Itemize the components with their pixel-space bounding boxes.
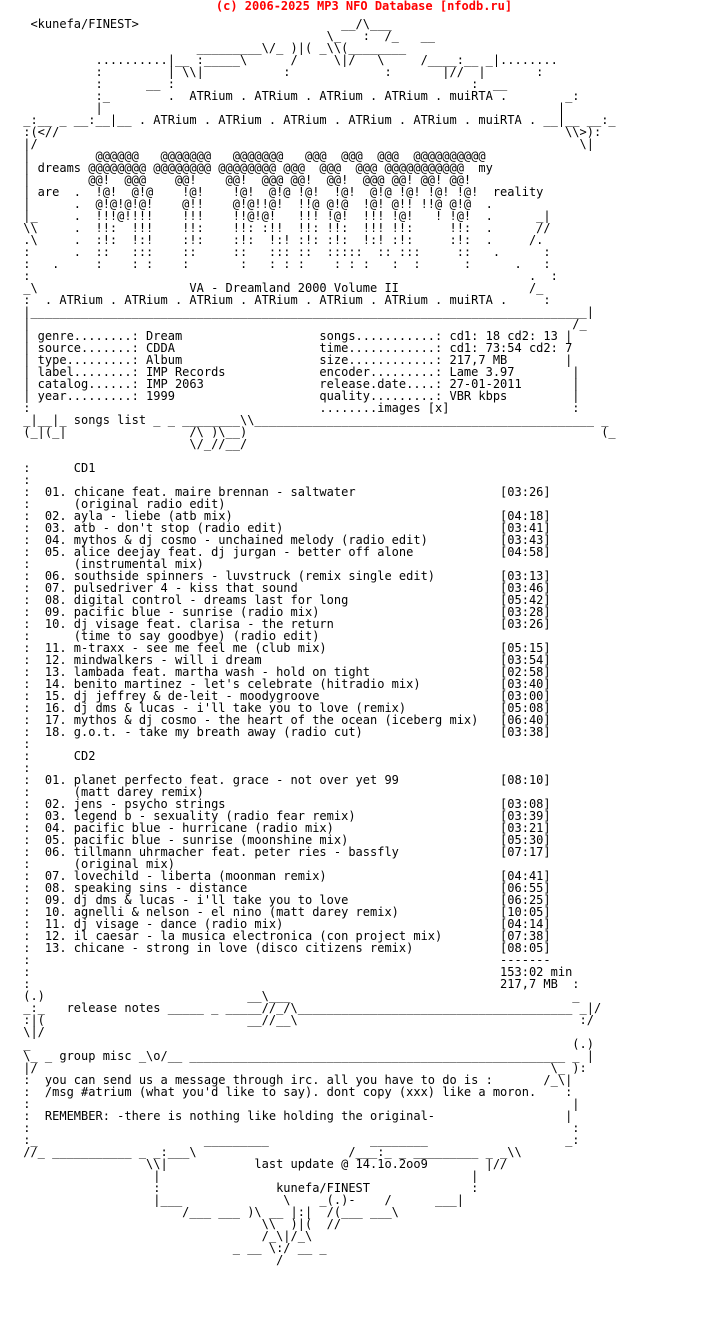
nfo-line: | dreams @@@@@@@@ @@@@@@@@ @@@@@@@@ @@@ @@@ @@@ @@@@@@@@@@@ my (16, 161, 493, 175)
nfo-line: \_ _ group misc _\o/__ ____________________________________________________ _ | (16, 1049, 594, 1063)
site-header (0, 0, 728, 12)
nfo-line: \\ . !!: !!! !!: !!: :!! !!: !!: !!! !!: !!: . // (16, 221, 551, 235)
nfo-line: <kunefa/FINEST> __/\___ (16, 17, 392, 31)
nfo-line: : (16, 473, 31, 487)
nfo-line: /___ ___ )\ __ |:| /(___ ___\ (16, 1205, 399, 1219)
nfo-line: | label........: IMP Records encoder.........: Lame 3.97 | (16, 365, 580, 379)
nfo-line: : /msg #atrium (what you'd like to say). dont copy (xxx) like a moron. : (16, 1085, 573, 1099)
nfo-line: | . @!@!@!@! @!! @!@!!@! !!@ @!@ !@! @!! !!@ @!@ . (16, 197, 493, 211)
nfo-line: : 09. dj dms & lucas - i'll take you to love [06:25] (16, 893, 551, 907)
nfo-line: : 217,7 MB : (16, 977, 580, 991)
nfo-line: : 18. g.o.t. - take my breath away (radio cut) [03:38] (16, 725, 551, 739)
nfo-line: : you can send us a message through irc. all you have to do is : /_\| (16, 1073, 573, 1087)
nfo-line: | @@@@@@ @@@@@@@ @@@@@@@ @@@ @@@ @@@ @@@@@@@@@@ (16, 149, 486, 163)
nfo-line: : 07. lovechild - liberta (moonman remix) [04:41] (16, 869, 551, 883)
nfo-line: : 04. mythos & dj cosmo - unchained melody (radio edit) [03:43] (16, 533, 551, 547)
nfo-line: | catalog......: IMP 2063 release.date....: 27-01-2011 | (16, 377, 580, 391)
nfo-line: | genre........: Dream songs...........: cd1: 18 cd2: 13 | (16, 329, 573, 343)
nfo-line: (_|(_| /\ )\__) (_ (16, 425, 616, 439)
nfo-line: _ (.) (16, 1037, 594, 1051)
nfo-line: : 15. dj jeffrey & de-leit - moodygroove [03:00] (16, 689, 551, 703)
nfo-line: : (original mix) (16, 857, 175, 871)
nfo-line: | @@! @@@ @@! @@! @@@ @@! @@! @@@ @@! @@! @@! (16, 173, 472, 187)
nfo-line: : . : (16, 269, 558, 283)
nfo-line: : 13. lambada feat. martha wash - hold on tight [02:58] (16, 665, 551, 679)
nfo-line: : 01. planet perfecto feat. grace - not over yet 99 [08:10] (16, 773, 551, 787)
nfo-line: : 11. m-traxx - see me feel me (club mix) [05:15] (16, 641, 551, 655)
nfo-line: : 12. mindwalkers - will i dream [03:54] (16, 653, 551, 667)
nfo-line: | | (16, 1169, 479, 1183)
nfo-line: : . ATRium . ATRium . ATRium . ATRium . ATRium . ATRium . muiRTA . : (16, 293, 551, 307)
nfo-line: \/_//__/ (16, 437, 248, 451)
nfo-line: : (time to say goodbye) (radio edit) (16, 629, 320, 643)
nfo-line: : 02. ayla - liebe (atb mix) [04:18] (16, 509, 551, 523)
nfo-art-body (16, 18, 616, 1266)
site-header-link[interactable]: (c) 2006-2025 MP3 NFO Database [nfodb.ru] (215, 0, 513, 13)
nfo-line: :(<// \\>): (16, 125, 602, 139)
nfo-line: |/ \| (16, 137, 594, 151)
nfo-line: : 11. dj visage - dance (radio mix) [04:14] (16, 917, 551, 931)
nfo-line: : 13. chicane - strong in love (disco citizens remix) [08:05] (16, 941, 551, 955)
nfo-line: | year.........: 1999 quality.........: VBR kbps | (16, 389, 580, 403)
nfo-line: : (original radio edit) (16, 497, 226, 511)
nfo-line: \\| last update @ 14.1o.2oo9 |// (16, 1157, 508, 1171)
nfo-line: .\ . :!: !:! :!: :!: !:! :!: :!: !:! :!: :!: . /. (16, 233, 544, 247)
nfo-line: | /_ (16, 317, 587, 331)
nfo-line: _:_ release notes _____ _ _____//_/\______________________________________ _|/ (16, 1001, 602, 1015)
nfo-line: \_ : /_ __ (16, 29, 436, 43)
nfo-line: : ------- (16, 953, 551, 967)
nfo-line: : 03. legend b - sexuality (radio fear remix) [03:39] (16, 809, 551, 823)
nfo-line: (.) __\___ _ (16, 989, 580, 1003)
nfo-line: : 05. alice deejay feat. dj jurgan - better off alone [04:58] (16, 545, 551, 559)
nfo-line: : 07. pulsedriver 4 - kiss that sound [03:46] (16, 581, 551, 595)
nfo-line: : (instrumental mix) (16, 557, 204, 571)
nfo-line: |/ \_ ): (16, 1061, 587, 1075)
nfo-line: : 10. agnelli & nelson - el nino (matt darey remix) [10:05] (16, 905, 551, 919)
nfo-line: :_ . ATRium . ATRium . ATRium . ATRium . muiRTA . _: (16, 89, 580, 103)
nfo-line: \|/ (16, 1025, 45, 1039)
nfo-line: : __ : : __ (16, 77, 508, 91)
nfo-line: |_ . !!!@!!!! !!! !!@!@! !!! !@! !!! !@! ! !@! . _| (16, 209, 551, 223)
nfo-line: : 17. mythos & dj cosmo - the heart of the ocean (iceberg mix) [06:40] (16, 713, 551, 727)
nfo-line: : : (16, 1121, 580, 1135)
nfo-line: _________\/_ )|( _\\(________ (16, 41, 407, 55)
nfo-line: | are . !@! @!@ !@! !@! @!@ !@! !@! @!@ !@! !@! !@! reality (16, 185, 544, 199)
nfo-line: : kunefa/FINEST : (16, 1181, 479, 1195)
nfo-line: : ........images [x] : (16, 401, 580, 415)
nfo-line: : 05. pacific blue - sunrise (moonshine mix) [05:30] (16, 833, 551, 847)
nfo-line: |_____________________________________________________________________________| (16, 305, 594, 319)
nfo-line: | source.......: CDDA time............: cd1: 73:54 cd2: 7 (16, 341, 573, 355)
nfo-line: /_\|/_\ (16, 1229, 313, 1243)
nfo-line: : | \\| : : |// | : (16, 65, 544, 79)
nfo-line: : 10. dj visage feat. clarisa - the return [03:26] (16, 617, 551, 631)
nfo-line: |___ \ _(.)- / ___| (16, 1193, 464, 1207)
nfo-line: _:__ _ __:__|__ . ATRium . ATRium . ATRium . ATRium . ATRium . muiRTA . __|__ __:_ (16, 113, 616, 127)
nfo-line: :|( __//__\ :/ (16, 1013, 594, 1027)
nfo-line: : REMEMBER: -there is nothing like holding the original- | (16, 1109, 573, 1123)
nfo-line: : (16, 761, 31, 775)
nfo-line: : 12. il caesar - la musica electronica (con project mix) [07:38] (16, 929, 551, 943)
nfo-line: | | (16, 101, 566, 115)
nfo-line: : (matt darey remix) (16, 785, 204, 799)
nfo-line: : 16. dj dms & lucas - i'll take you to love (remix) [05:08] (16, 701, 551, 715)
nfo-line: : 02. jens - psycho strings [03:08] (16, 797, 551, 811)
nfo-line: : CD1 (16, 461, 96, 475)
nfo-line: : 08. speaking sins - distance [06:55] (16, 881, 551, 895)
nfo-line: : 153:02 min (16, 965, 573, 979)
nfo-line: : . :: ::: :: :: ::: :: ::::: :: ::: :: . : (16, 245, 551, 259)
nfo-line: ..........|__ :_____\ / \|/ \ /____:__ _|........ (16, 53, 558, 67)
nfo-line: : 06. southside spinners - luvstruck (remix single edit) [03:13] (16, 569, 551, 583)
nfo-line: : 01. chicane feat. maire brennan - saltwater [03:26] (16, 485, 551, 499)
nfo-line: : (16, 737, 31, 751)
nfo-line: _|__|_ songs list _ _ ________\\_______________________________________________ _ (16, 413, 609, 427)
nfo-line: : . : : : : : : : : : : : : : : . : (16, 257, 551, 271)
nfo-line: : CD2 (16, 749, 96, 763)
nfo-line: : 14. benito martinez - let's celebrate (hitradio mix) [03:40] (16, 677, 551, 691)
nfo-line: | type.........: Album size............: 217,7 MB | (16, 353, 573, 367)
nfo-line: \\ )|( // (16, 1217, 342, 1231)
nfo-line: : 04. pacific blue - hurricane (radio mix) [03:21] (16, 821, 551, 835)
nfo-line: :_ _________ ________ _: (16, 1133, 580, 1147)
nfo-line: / (16, 1253, 284, 1267)
nfo-line: : 03. atb - don't stop (radio edit) [03:41] (16, 521, 551, 535)
nfo-line: : 06. tillmann uhrmacher feat. peter ries - bassfly [07:17] (16, 845, 551, 859)
nfo-line: : 09. pacific blue - sunrise (radio mix) [03:28] (16, 605, 551, 619)
nfo-line: //_ ___________ _ _:___\ /___:_ _ _________ _ _\\ (16, 1145, 522, 1159)
nfo-line: : | (16, 1097, 580, 1111)
nfo-line: _\ VA - Dreamland 2000 Volume II /_ (16, 281, 544, 295)
nfo-line: : 08. digital control - dreams last for long [05:42] (16, 593, 551, 607)
nfo-line: _ __ \:/ __ _ (16, 1241, 327, 1255)
